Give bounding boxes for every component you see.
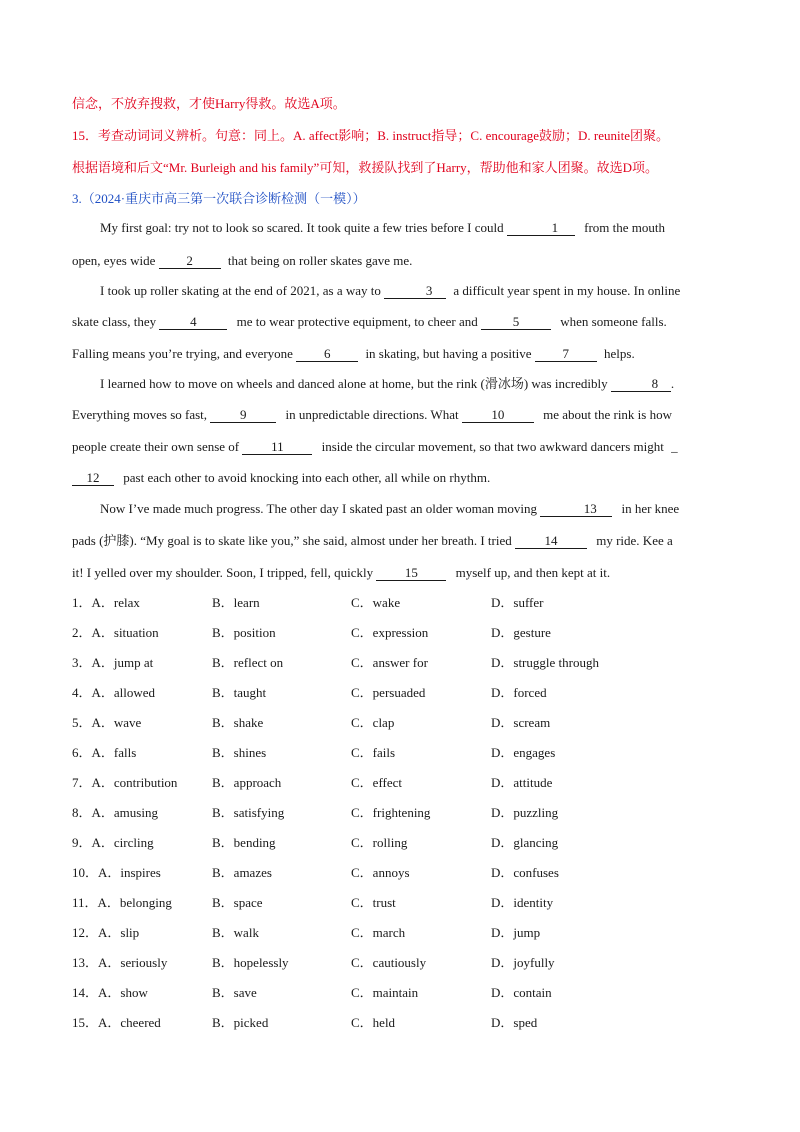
blank-15[interactable]: 15 xyxy=(376,566,446,581)
blank-5[interactable]: 5 xyxy=(481,315,551,330)
option-c[interactable]: C．march xyxy=(351,925,406,940)
option-a[interactable]: 12．A．slip xyxy=(72,925,140,940)
option-b[interactable]: B．hopelessly xyxy=(212,955,289,970)
option-row xyxy=(72,655,728,673)
blank-10[interactable]: 10 xyxy=(462,408,534,423)
passage-line: it! I yelled over my shoulder. Soon, I tripped, fell, quickly 15 myself up, and then kept at it. xyxy=(72,565,611,580)
blank-4[interactable]: 4 xyxy=(159,315,227,330)
passage-line: My first goal: try not to look so scared. It took quite a few tries before I could 1 from the mouth xyxy=(100,220,666,235)
analysis-line-3: 根据语境和后文“Mr. Burleigh and his family”可知，救援队找到了Harry，帮助他和家人团聚。故选D项。 xyxy=(72,160,659,175)
option-a[interactable]: 8．A．amusing xyxy=(72,805,158,820)
option-c[interactable]: C．persuaded xyxy=(351,685,426,700)
blank-9[interactable]: 9 xyxy=(210,408,276,423)
question-header: 3.（2024·重庆市高三第一次联合诊断检测（一模）） xyxy=(72,191,366,206)
option-c[interactable]: C．cautiously xyxy=(351,955,427,970)
option-row xyxy=(72,955,728,973)
option-row xyxy=(72,595,728,613)
option-a[interactable]: 1．A．relax xyxy=(72,595,140,610)
option-d[interactable]: D．confuses xyxy=(491,865,559,880)
option-d[interactable]: D．engages xyxy=(491,745,556,760)
blank-13[interactable]: 13 xyxy=(540,502,612,517)
passage-line: I took up roller skating at the end of 2021, as a way to 3 a difficult year spent in my house. In online xyxy=(100,283,681,298)
option-row xyxy=(72,715,728,733)
option-c[interactable]: C．rolling xyxy=(351,835,408,850)
option-row xyxy=(72,745,728,763)
option-row xyxy=(72,925,728,943)
option-row xyxy=(72,685,728,703)
option-b[interactable]: B．bending xyxy=(212,835,276,850)
option-b[interactable]: B．taught xyxy=(212,685,267,700)
option-row xyxy=(72,985,728,1003)
option-row xyxy=(72,1015,728,1033)
option-row xyxy=(72,625,728,643)
option-b[interactable]: B．learn xyxy=(212,595,260,610)
option-d[interactable]: D．gesture xyxy=(491,625,551,640)
option-d[interactable]: D．forced xyxy=(491,685,547,700)
passage-line: I learned how to move on wheels and danced alone at home, but the rink (滑冰场) was incredibly 8 . xyxy=(100,376,675,391)
option-c[interactable]: C．effect xyxy=(351,775,403,790)
option-a[interactable]: 4．A．allowed xyxy=(72,685,156,700)
option-a[interactable]: 15．A．cheered xyxy=(72,1015,161,1030)
option-row xyxy=(72,805,728,823)
passage-line: pads (护膝). “My goal is to skate like you,” she said, almost under her breath. I tried 14 my ride. Kee a xyxy=(72,533,673,548)
option-b[interactable]: B．shines xyxy=(212,745,267,760)
blank-11[interactable]: 11 xyxy=(242,440,312,455)
option-c[interactable]: C．fails xyxy=(351,745,396,760)
option-a[interactable]: 14．A．show xyxy=(72,985,148,1000)
blank-1[interactable]: 1 xyxy=(507,221,575,236)
option-b[interactable]: B．walk xyxy=(212,925,259,940)
option-a[interactable]: 13．A．seriously xyxy=(72,955,168,970)
option-c[interactable]: C．answer for xyxy=(351,655,428,670)
option-c[interactable]: C．maintain xyxy=(351,985,419,1000)
option-d[interactable]: D．suffer xyxy=(491,595,544,610)
blank-7[interactable]: 7 xyxy=(535,347,597,362)
option-d[interactable]: D．scream xyxy=(491,715,551,730)
option-b[interactable]: B．reflect on xyxy=(212,655,284,670)
option-b[interactable]: B．satisfying xyxy=(212,805,285,820)
analysis-line-1: 信念，不放弃搜救，才使Harry得救。故选A项。 xyxy=(72,96,346,111)
option-a[interactable]: 11．A．belonging xyxy=(72,895,172,910)
passage-line: Falling means you’re trying, and everyone 6 in skating, but having a positive 7 helps. xyxy=(72,346,635,361)
option-c[interactable]: C．expression xyxy=(351,625,429,640)
option-d[interactable]: D．identity xyxy=(491,895,554,910)
option-b[interactable]: B．space xyxy=(212,895,263,910)
option-b[interactable]: B．position xyxy=(212,625,276,640)
analysis-line-2: 15．考查动词词义辨析。句意：同上。A. affect影响；B. instruct指导；C. encourage鼓励；D. reunite团聚。 xyxy=(72,128,669,143)
option-row xyxy=(72,775,728,793)
option-b[interactable]: B．amazes xyxy=(212,865,272,880)
option-a[interactable]: 9．A．circling xyxy=(72,835,154,850)
option-b[interactable]: B．save xyxy=(212,985,257,1000)
blank-3[interactable]: 3 xyxy=(384,284,446,299)
passage-line: skate class, they 4 me to wear protective equipment, to cheer and 5 when someone falls. xyxy=(72,314,667,329)
blank-6[interactable]: 6 xyxy=(296,347,358,362)
option-d[interactable]: D．glancing xyxy=(491,835,559,850)
option-c[interactable]: C．wake xyxy=(351,595,401,610)
option-d[interactable]: D．puzzling xyxy=(491,805,559,820)
passage-line: Everything moves so fast, 9 in unpredictable directions. What 10 me about the rink is how xyxy=(72,407,672,422)
option-d[interactable]: D．struggle through xyxy=(491,655,599,670)
passage-line: open, eyes wide 2 that being on roller skates gave me. xyxy=(72,253,413,268)
passage-line: Now I’ve made much progress. The other day I skated past an older woman moving 13 in her knee xyxy=(100,501,680,516)
option-d[interactable]: D．jump xyxy=(491,925,541,940)
option-c[interactable]: C．frightening xyxy=(351,805,431,820)
option-b[interactable]: B．approach xyxy=(212,775,282,790)
option-b[interactable]: B．picked xyxy=(212,1015,269,1030)
option-row xyxy=(72,865,728,883)
option-c[interactable]: C．clap xyxy=(351,715,395,730)
blank-12[interactable]: 12 xyxy=(72,471,114,486)
option-a[interactable]: 2．A．situation xyxy=(72,625,159,640)
option-a[interactable]: 6．A．falls xyxy=(72,745,137,760)
blank-2[interactable]: 2 xyxy=(159,254,221,269)
option-row xyxy=(72,895,728,913)
passage-line: people create their own sense of 11 inside the circular movement, so that two awkward dancers might _ xyxy=(72,439,678,454)
option-a[interactable]: 10．A．inspires xyxy=(72,865,161,880)
option-c[interactable]: C．held xyxy=(351,1015,396,1030)
option-d[interactable]: D．joyfully xyxy=(491,955,555,970)
option-b[interactable]: B．shake xyxy=(212,715,264,730)
option-a[interactable]: 5．A．wave xyxy=(72,715,142,730)
option-c[interactable]: C．annoys xyxy=(351,865,410,880)
passage-line: 12 past each other to avoid knocking into each other, all while on rhythm. xyxy=(72,470,728,486)
option-a[interactable]: 7．A．contribution xyxy=(72,775,178,790)
blank-14[interactable]: 14 xyxy=(515,534,587,549)
option-d[interactable]: D．attitude xyxy=(491,775,553,790)
option-a[interactable]: 3．A．jump at xyxy=(72,655,154,670)
blank-8[interactable]: 8 xyxy=(611,377,671,392)
option-d[interactable]: D．sped xyxy=(491,1015,538,1030)
option-d[interactable]: D．contain xyxy=(491,985,552,1000)
option-row xyxy=(72,835,728,853)
option-c[interactable]: C．trust xyxy=(351,895,396,910)
